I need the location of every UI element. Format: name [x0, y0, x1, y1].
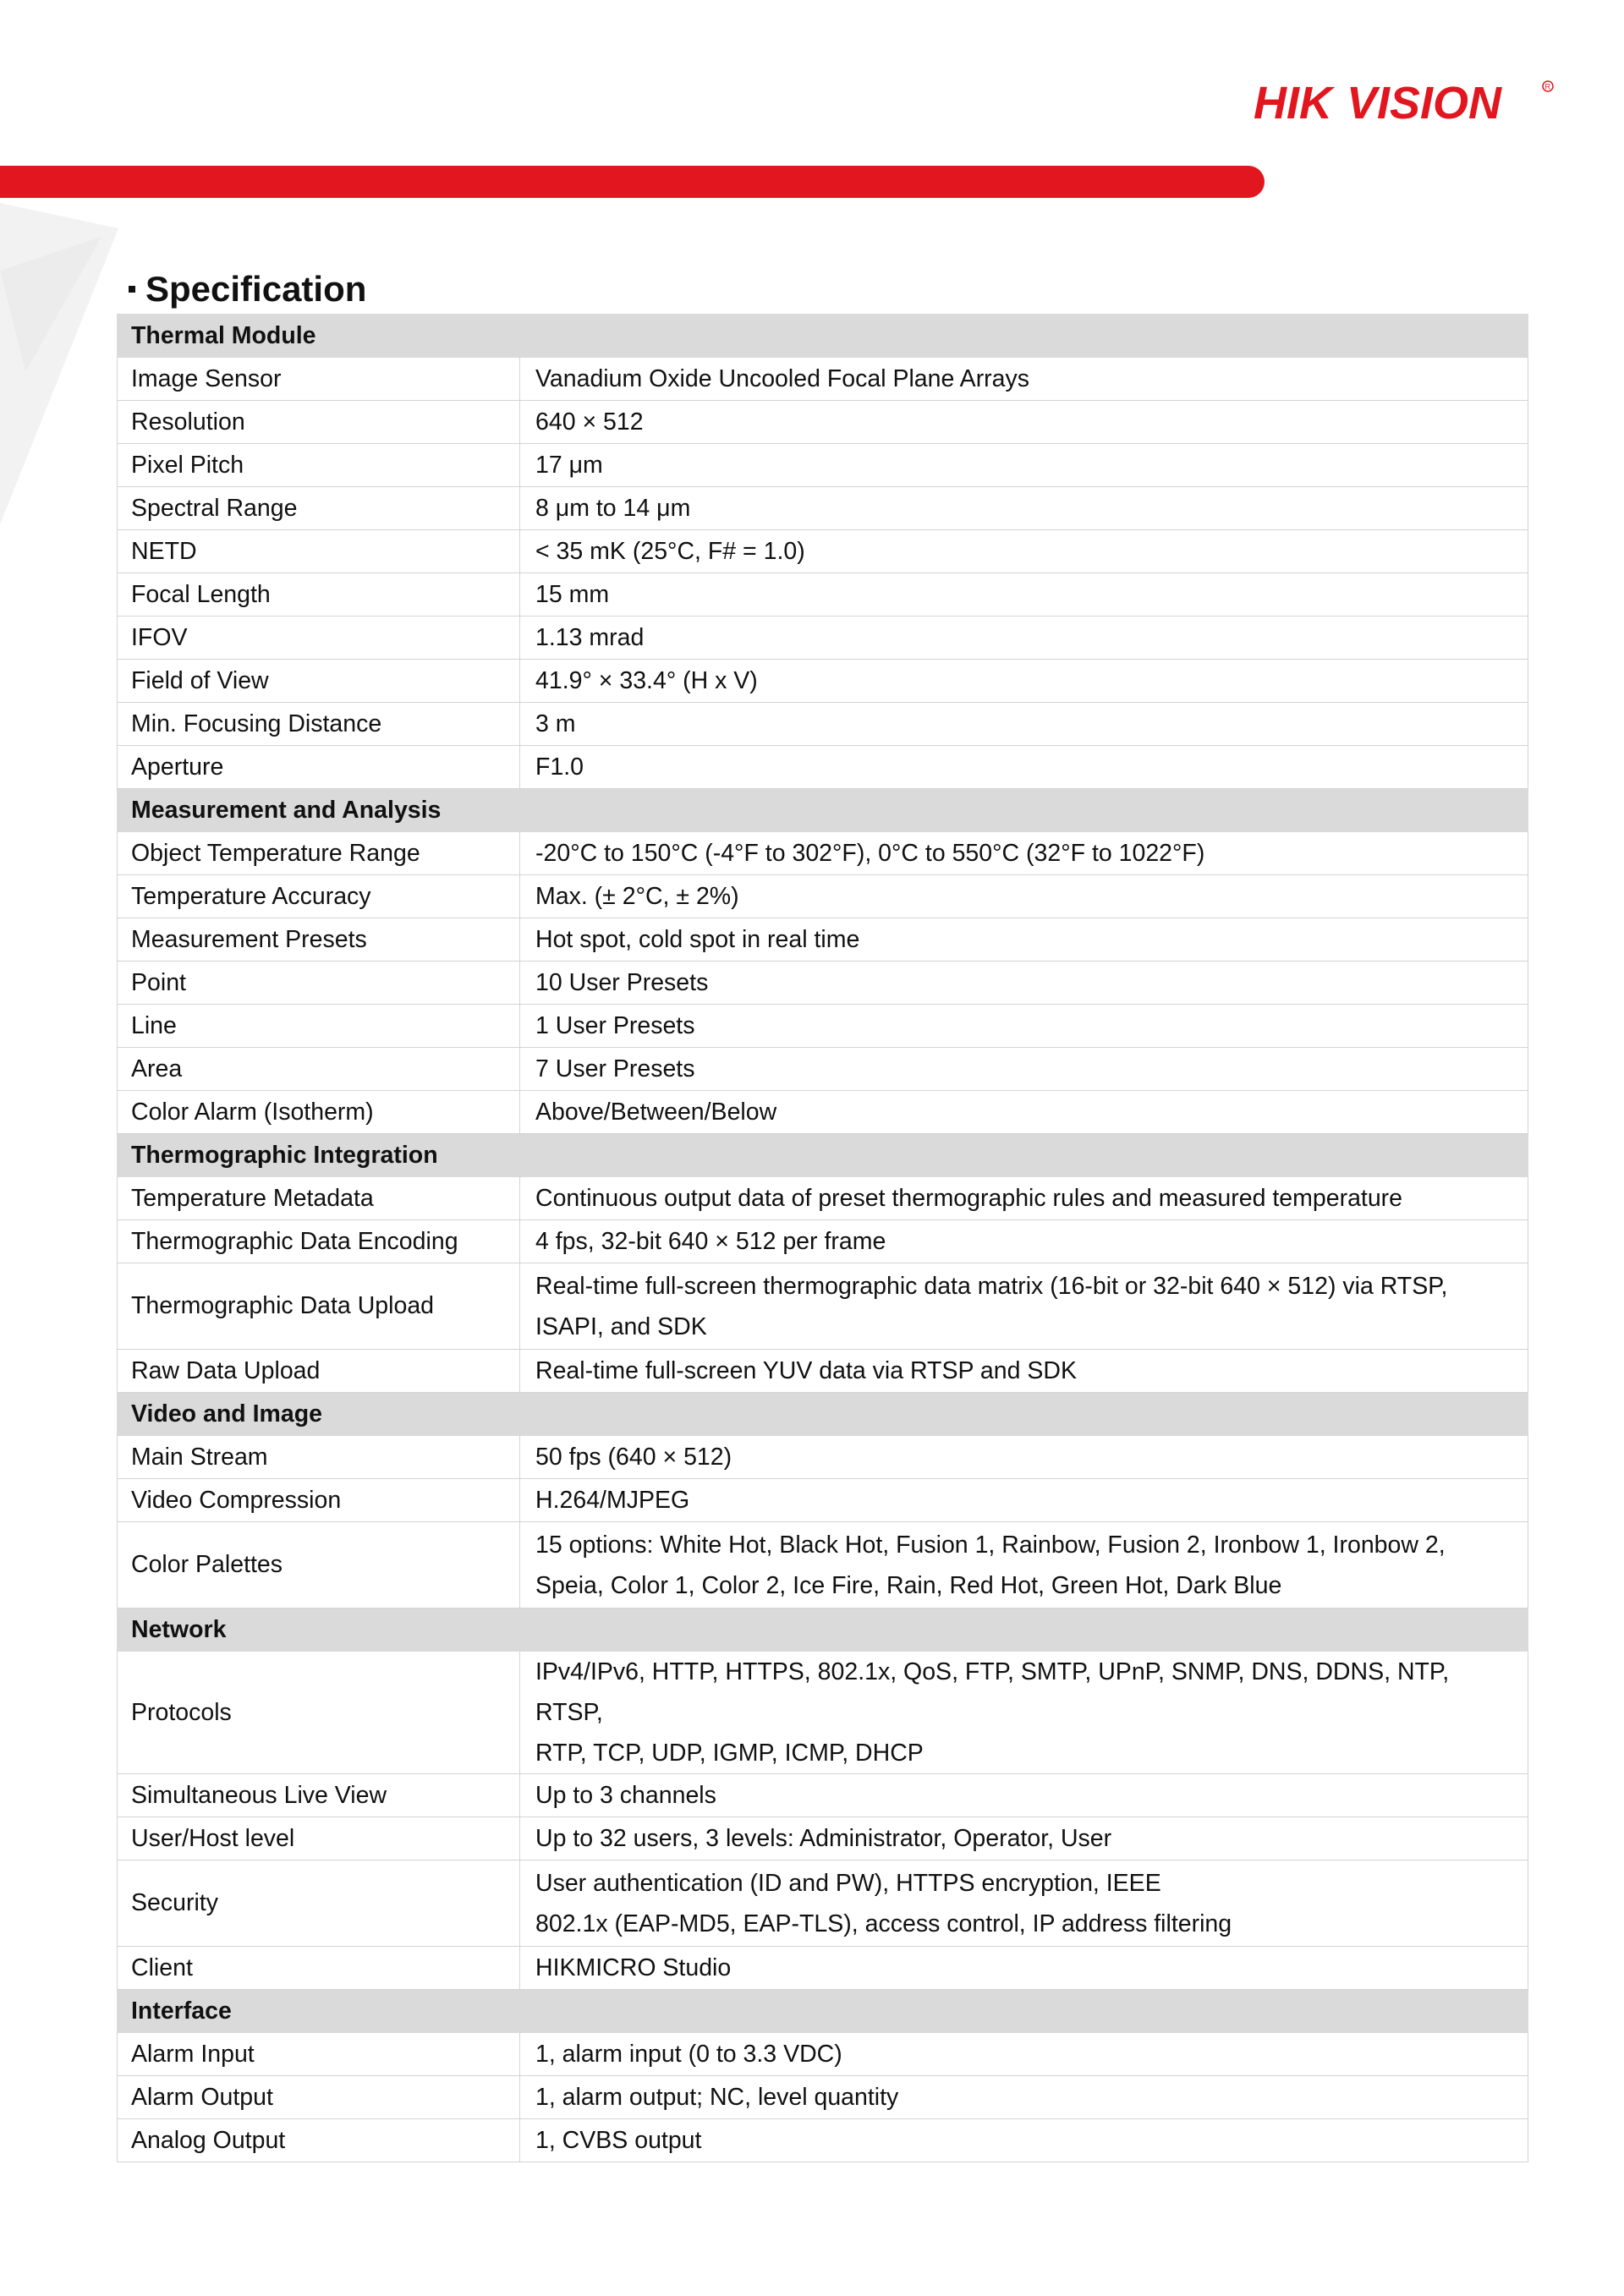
spec-value-line: User authentication (ID and PW), HTTPS encryption, IEEE — [535, 1869, 1161, 1897]
spec-value-line: ISAPI, and SDK — [535, 1312, 707, 1340]
spec-label: Analog Output — [118, 2119, 520, 2162]
section-header-row — [118, 1608, 1528, 1652]
spec-value: F1.0 — [520, 746, 1528, 789]
spec-value: Real-time full-screen YUV data via RTSP and SDK — [520, 1350, 1528, 1393]
spec-value: Up to 3 channels — [520, 1774, 1528, 1817]
section-title-filler — [520, 789, 1528, 832]
spec-row — [118, 746, 1528, 789]
spec-value-line: Speia, Color 1, Color 2, Ice Fire, Rain, Red Hot, Green Hot, Dark Blue — [535, 1571, 1282, 1599]
spec-label: Main Stream — [118, 1436, 520, 1479]
spec-value: HIKMICRO Studio — [520, 1947, 1528, 1990]
spec-label: IFOV — [118, 616, 520, 660]
spec-value: Above/Between/Below — [520, 1091, 1528, 1134]
spec-value: 15 mm — [520, 573, 1528, 616]
spec-row — [118, 1091, 1528, 1134]
spec-value: < 35 mK (25°C, F# = 1.0) — [520, 530, 1528, 573]
section-header-row — [118, 315, 1528, 358]
spec-label: Color Alarm (Isotherm) — [118, 1091, 520, 1134]
spec-label: Spectral Range — [118, 487, 520, 530]
spec-label: Raw Data Upload — [118, 1350, 520, 1393]
spec-row — [118, 444, 1528, 487]
spec-label: Min. Focusing Distance — [118, 703, 520, 746]
spec-value: Max. (± 2°C, ± 2%) — [520, 875, 1528, 918]
spec-label: Simultaneous Live View — [118, 1774, 520, 1817]
spec-label: Line — [118, 1005, 520, 1048]
spec-label: Temperature Metadata — [118, 1177, 520, 1220]
spec-row — [118, 1522, 1528, 1608]
spec-value: 7 User Presets — [520, 1048, 1528, 1091]
spec-table — [117, 314, 1528, 2162]
spec-value: 1, CVBS output — [520, 2119, 1528, 2162]
spec-row — [118, 875, 1528, 918]
spec-label: Protocols — [118, 1652, 520, 1774]
section-title-filler — [520, 1990, 1528, 2033]
spec-label: Area — [118, 1048, 520, 1091]
spec-label: Resolution — [118, 401, 520, 444]
spec-value — [520, 1263, 1528, 1350]
spec-value: 1.13 mrad — [520, 616, 1528, 660]
spec-value: 4 fps, 32-bit 640 × 512 per frame — [520, 1220, 1528, 1263]
section-header-row — [118, 1134, 1528, 1177]
section-heading — [129, 267, 366, 311]
spec-row — [118, 1048, 1528, 1091]
spec-label: Alarm Input — [118, 2033, 520, 2076]
svg-text:HIK: HIK — [1254, 78, 1332, 129]
spec-value: 50 fps (640 × 512) — [520, 1436, 1528, 1479]
spec-row — [118, 2033, 1528, 2076]
spec-value-line: 802.1x (EAP-MD5, EAP-TLS), access control, IP address filtering — [535, 1910, 1232, 1937]
spec-label: Aperture — [118, 746, 520, 789]
spec-label: Measurement Presets — [118, 918, 520, 962]
spec-row — [118, 2119, 1528, 2162]
spec-row — [118, 1947, 1528, 1990]
spec-label: Pixel Pitch — [118, 444, 520, 487]
section-title-filler — [520, 1608, 1528, 1652]
spec-row — [118, 1479, 1528, 1522]
spec-label: Object Temperature Range — [118, 832, 520, 875]
spec-value: 17 μm — [520, 444, 1528, 487]
spec-row — [118, 1774, 1528, 1817]
spec-row — [118, 703, 1528, 746]
section-title: Thermal Module — [118, 315, 520, 358]
section-title-filler — [520, 1134, 1528, 1177]
spec-label: Point — [118, 962, 520, 1005]
spec-row — [118, 962, 1528, 1005]
spec-value-line: IPv4/IPv6, HTTP, HTTPS, 802.1x, QoS, FTP, SMTP, UPnP, SNMP, DNS, DDNS, NTP, RTSP, — [535, 1658, 1450, 1726]
spec-row — [118, 358, 1528, 401]
spec-value: 1, alarm output; NC, level quantity — [520, 2076, 1528, 2119]
spec-row — [118, 1817, 1528, 1860]
bullet-icon — [129, 286, 135, 293]
section-title: Video and Image — [118, 1393, 520, 1436]
svg-text:R: R — [1544, 82, 1550, 91]
section-title: Thermographic Integration — [118, 1134, 520, 1177]
spec-value: Hot spot, cold spot in real time — [520, 918, 1528, 962]
spec-value: 640 × 512 — [520, 401, 1528, 444]
spec-row — [118, 530, 1528, 573]
spec-value: 8 μm to 14 μm — [520, 487, 1528, 530]
spec-value-line: Real-time full-screen thermographic data matrix (16-bit or 32-bit 640 × 512) via RTSP, — [535, 1272, 1448, 1300]
spec-row — [118, 1860, 1528, 1947]
spec-label: Focal Length — [118, 573, 520, 616]
spec-label: Field of View — [118, 660, 520, 703]
spec-label: Thermographic Data Encoding — [118, 1220, 520, 1263]
spec-label: Temperature Accuracy — [118, 875, 520, 918]
spec-row — [118, 1652, 1528, 1774]
section-title: Measurement and Analysis — [118, 789, 520, 832]
spec-value: 3 m — [520, 703, 1528, 746]
spec-value — [520, 1860, 1528, 1947]
spec-value-line: RTP, TCP, UDP, IGMP, ICMP, DHCP — [535, 1740, 924, 1767]
spec-label: NETD — [118, 530, 520, 573]
spec-value: Up to 32 users, 3 levels: Administrator, Operator, User — [520, 1817, 1528, 1860]
svg-text:VISION: VISION — [1347, 78, 1502, 129]
spec-value-line: 15 options: White Hot, Black Hot, Fusion 1, Rainbow, Fusion 2, Ironbow 1, Ironbow 2, — [535, 1531, 1446, 1559]
section-title-filler — [520, 315, 1528, 358]
hikvision-logo — [1250, 74, 1555, 134]
spec-row — [118, 1436, 1528, 1479]
spec-value — [520, 1652, 1528, 1774]
spec-row — [118, 1005, 1528, 1048]
section-header-row — [118, 789, 1528, 832]
section-header-row — [118, 1990, 1528, 2033]
spec-label: Client — [118, 1947, 520, 1990]
section-title: Network — [118, 1608, 520, 1652]
section-title: Interface — [118, 1990, 520, 2033]
spec-value: 1 User Presets — [520, 1005, 1528, 1048]
spec-row — [118, 616, 1528, 660]
spec-label: Color Palettes — [118, 1522, 520, 1608]
spec-value: -20°C to 150°C (-4°F to 302°F), 0°C to 550°C (32°F to 1022°F) — [520, 832, 1528, 875]
spec-value: Vanadium Oxide Uncooled Focal Plane Arrays — [520, 358, 1528, 401]
spec-label: Security — [118, 1860, 520, 1947]
section-header-row — [118, 1393, 1528, 1436]
header-red-bar — [0, 166, 1265, 198]
spec-row — [118, 832, 1528, 875]
spec-value: 41.9° × 33.4° (H x V) — [520, 660, 1528, 703]
spec-label: User/Host level — [118, 1817, 520, 1860]
spec-row — [118, 1220, 1528, 1263]
spec-label: Video Compression — [118, 1479, 520, 1522]
watermark-shape — [0, 203, 127, 524]
spec-row — [118, 2076, 1528, 2119]
page-title: Specification — [145, 269, 367, 309]
spec-label: Image Sensor — [118, 358, 520, 401]
spec-row — [118, 573, 1528, 616]
spec-row — [118, 1263, 1528, 1350]
spec-row — [118, 1350, 1528, 1393]
spec-row — [118, 660, 1528, 703]
spec-label: Alarm Output — [118, 2076, 520, 2119]
section-title-filler — [520, 1393, 1528, 1436]
spec-row — [118, 487, 1528, 530]
spec-label: Thermographic Data Upload — [118, 1263, 520, 1350]
spec-row — [118, 918, 1528, 962]
spec-row — [118, 401, 1528, 444]
spec-value: 10 User Presets — [520, 962, 1528, 1005]
spec-value: Continuous output data of preset thermographic rules and measured temperature — [520, 1177, 1528, 1220]
spec-value — [520, 1522, 1528, 1608]
spec-value: 1, alarm input (0 to 3.3 VDC) — [520, 2033, 1528, 2076]
spec-value: H.264/MJPEG — [520, 1479, 1528, 1522]
spec-row — [118, 1177, 1528, 1220]
